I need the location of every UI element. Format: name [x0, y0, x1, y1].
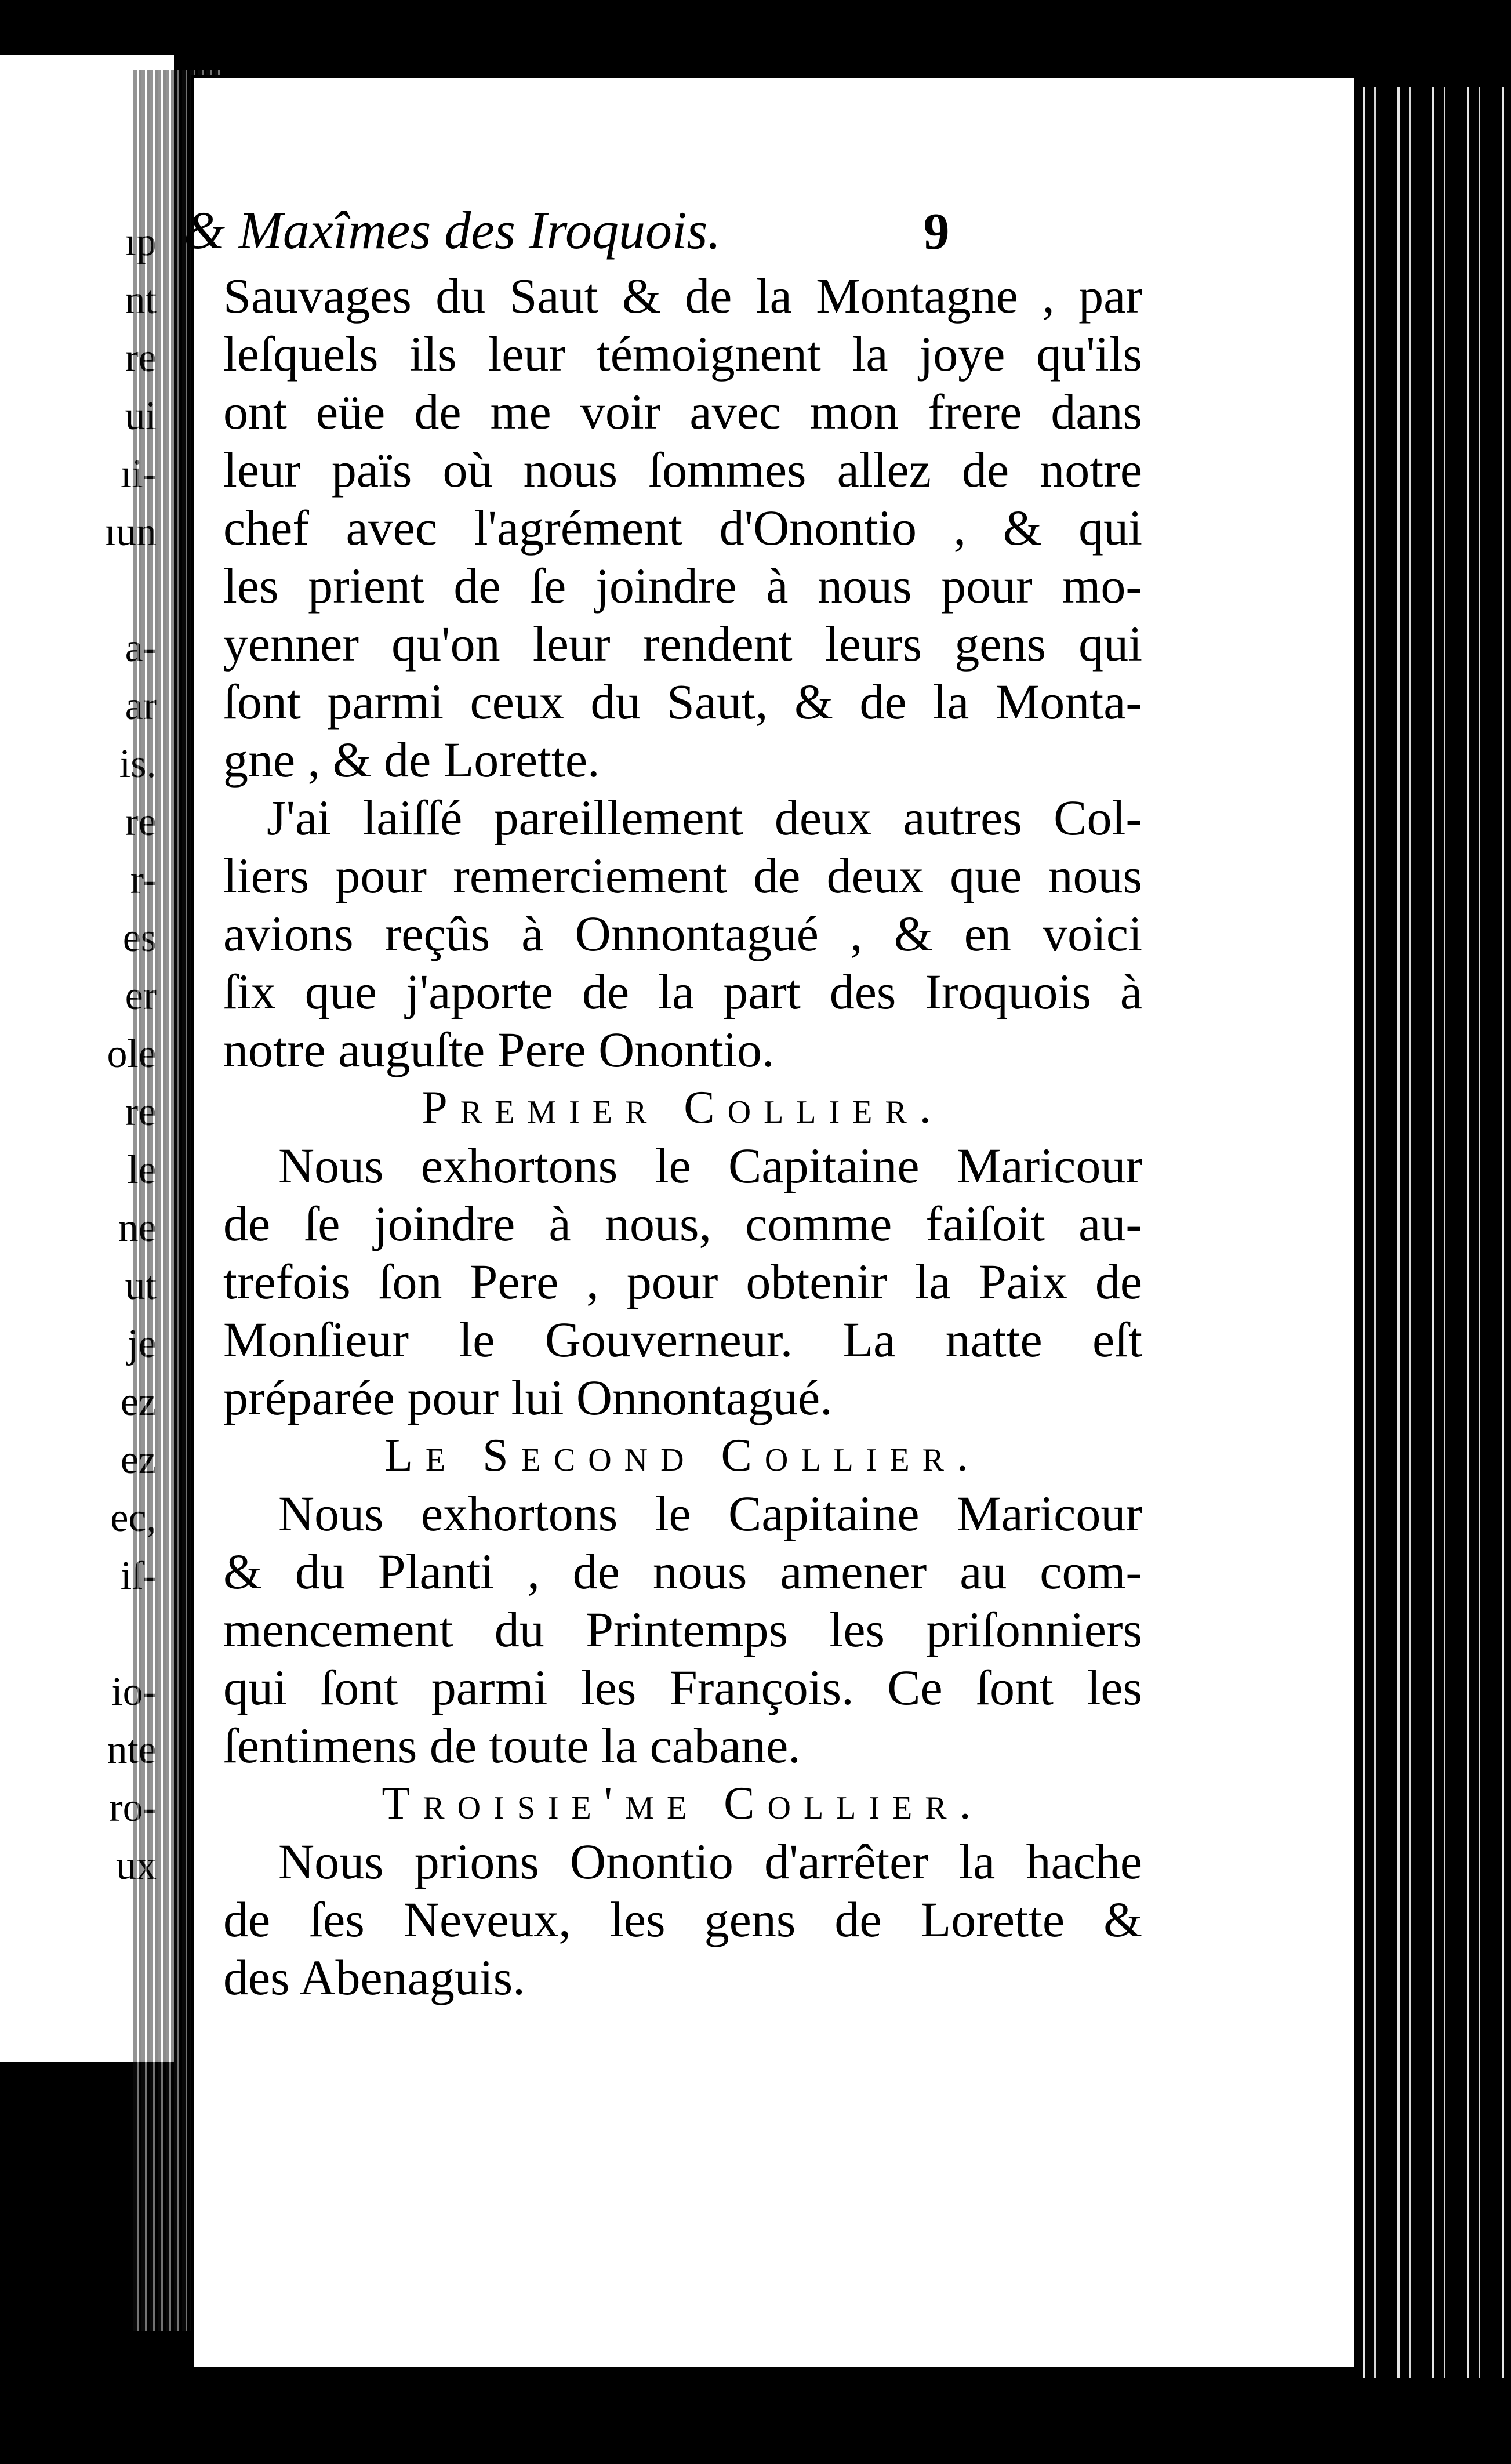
text-line: trefois ſon Pere , pour obtenir la Paix de [223, 1254, 1142, 1309]
text-line: leſquels ils leur témoignent la joye qu'ils [223, 326, 1142, 382]
facing-page-fragment-text: re [125, 800, 157, 844]
facing-page-fragment-text: es [122, 916, 157, 960]
facing-page-fragment-text: ole [107, 1032, 157, 1076]
facing-page-fragment-text: re [125, 336, 157, 380]
text-line: leur païs où nous ſommes allez de notre [223, 442, 1142, 498]
facing-page-fragment-text: iſ- [120, 1554, 157, 1598]
facing-page-fragment-text: a- [125, 626, 157, 670]
text-line: Nous prions Onontio d'arrêter la hache [278, 1834, 1142, 1889]
facing-page-fragment-text: ıun [104, 510, 157, 554]
text-line: chef avec l'agrément d'Onontio , & qui [223, 500, 1142, 556]
facing-page-fragment-text: ar [125, 684, 157, 728]
text-line: mencement du Printemps les priſonniers [223, 1602, 1142, 1657]
facing-page-fragment-text: r- [130, 858, 157, 902]
facing-page-fragment-text: ec, [110, 1496, 157, 1540]
facing-page-fragment-text: re [125, 1090, 157, 1134]
facing-page-fragment-text: ut [125, 1264, 157, 1308]
section-heading: Le Second Collier. [384, 1430, 981, 1481]
text-line: de ſes Neveux, les gens de Lorette & [223, 1892, 1142, 1947]
text-line: des Abenaguis. [223, 1950, 525, 2005]
text-line: Nous exhortons le Capitaine Maricour [278, 1486, 1142, 1541]
text-line: gne , & de Lorette. [223, 732, 600, 788]
text-line: J'ai laiſſé pareillement deux autres Col- [267, 790, 1142, 845]
facing-page-fragment-text: ıp [125, 220, 157, 264]
facing-page-fragment-text: le [127, 1148, 157, 1192]
section-heading: Premier Collier. [422, 1082, 944, 1133]
facing-page-fragment-text: ez [120, 1380, 157, 1424]
facing-page-fragment-text: ro- [109, 1786, 157, 1830]
facing-page-fragment-text: ui [125, 394, 157, 438]
text-line: Monſieur le Gouverneur. La natte eſt [223, 1312, 1142, 1367]
text-line: ſix que j'aporte de la part des Iroquois à [223, 964, 1142, 1019]
facing-page-fragment-text: ıi- [120, 452, 157, 496]
facing-page-fragment-text: er [125, 974, 157, 1018]
text-line: & du Planti , de nous amener au com- [223, 1544, 1142, 1599]
text-line: ont eüe de me voir avec mon frere dans [223, 384, 1142, 440]
text-line: liers pour remerciement de deux que nous [223, 848, 1142, 903]
text-line: les prient de ſe joindre à nous pour mo- [223, 558, 1142, 614]
text-line: de ſe joindre à nous, comme faiſoit au- [223, 1196, 1142, 1251]
text-line: ſentimens de toute la cabane. [223, 1718, 801, 1773]
facing-page-fragment-text: ez [120, 1438, 157, 1482]
text-line: Sauvages du Saut & de la Montagne , par [223, 268, 1142, 324]
text-line: préparée pour lui Onnontagué. [223, 1370, 833, 1425]
text-line: notre auguſte Pere Onontio. [223, 1022, 775, 1077]
facing-page-fragment-text: ux [116, 1844, 157, 1888]
text-line: Nous exhortons le Capitaine Maricour [278, 1138, 1142, 1193]
facing-page-fragment-text: is. [119, 742, 157, 786]
running-title: & Maxîmes des Iroquois. [183, 201, 721, 260]
facing-page-fragment-text: nte [107, 1728, 157, 1772]
text-line: avions reçûs à Onnontagué , & en voici [223, 906, 1142, 961]
page-number: 9 [923, 203, 950, 260]
facing-page-fragment-text: ne [118, 1206, 157, 1250]
facing-page-fragment-text: je [127, 1322, 157, 1366]
facing-page-fragment-text: io- [111, 1670, 157, 1714]
section-heading: Troisie'me Collier. [382, 1778, 984, 1829]
text-line: ſont parmi ceux du Saut, & de la Monta- [223, 674, 1142, 730]
text-line: qui ſont parmi les François. Ce ſont les [223, 1660, 1142, 1715]
page-edge [1357, 87, 1511, 2378]
facing-page-fragment-text: nt [125, 278, 157, 322]
text-line: yenner qu'on leur rendent leurs gens qui [223, 616, 1142, 672]
